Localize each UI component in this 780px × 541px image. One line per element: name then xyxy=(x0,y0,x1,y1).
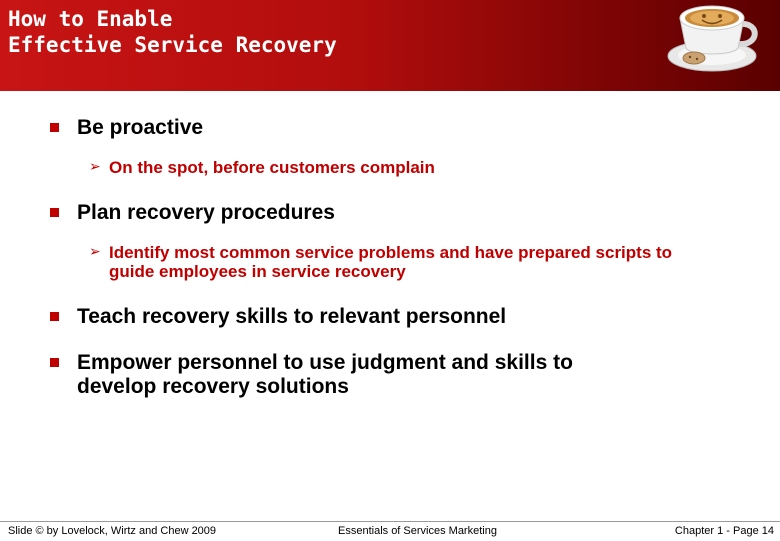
bullet-item xyxy=(50,351,650,399)
bullet-text: Empower personnel to use judgment and skills to develop recovery solutions xyxy=(77,351,573,398)
subbullet-text: Identify most common service problems and have prepared scripts to guide employees in service recovery xyxy=(109,243,673,281)
footer-page-number: Chapter 1 - Page 14 xyxy=(674,525,774,537)
arrow-bullet-icon: ➢ xyxy=(89,159,101,175)
smiley-coffee-cup-icon xyxy=(664,0,764,76)
arrow-bullet-icon: ➢ xyxy=(89,244,101,260)
footer-course-title: Essentials of Services Marketing xyxy=(338,525,497,537)
square-bullet-icon xyxy=(50,208,59,217)
subbullet-text: On the spot, before customers complain xyxy=(109,158,435,177)
footer-copyright: Slide © by Lovelock, Wirtz and Chew 2009 xyxy=(8,525,217,537)
bullet-text: Be proactive xyxy=(77,116,204,139)
square-bullet-icon xyxy=(50,358,59,367)
subbullet-item xyxy=(89,158,709,177)
bullet-text: Plan recovery procedures xyxy=(77,201,335,224)
bullet-item xyxy=(50,305,730,329)
slide-title: How to Enable Effective Service Recovery xyxy=(8,7,337,57)
bullet-item xyxy=(50,116,730,140)
square-bullet-icon xyxy=(50,123,59,132)
subbullet-item xyxy=(89,243,689,281)
bullet-item xyxy=(50,201,730,225)
square-bullet-icon xyxy=(50,312,59,321)
title-banner xyxy=(0,0,780,91)
bullet-text: Teach recovery skills to relevant personnel xyxy=(77,305,507,328)
slide-footer xyxy=(0,521,780,541)
